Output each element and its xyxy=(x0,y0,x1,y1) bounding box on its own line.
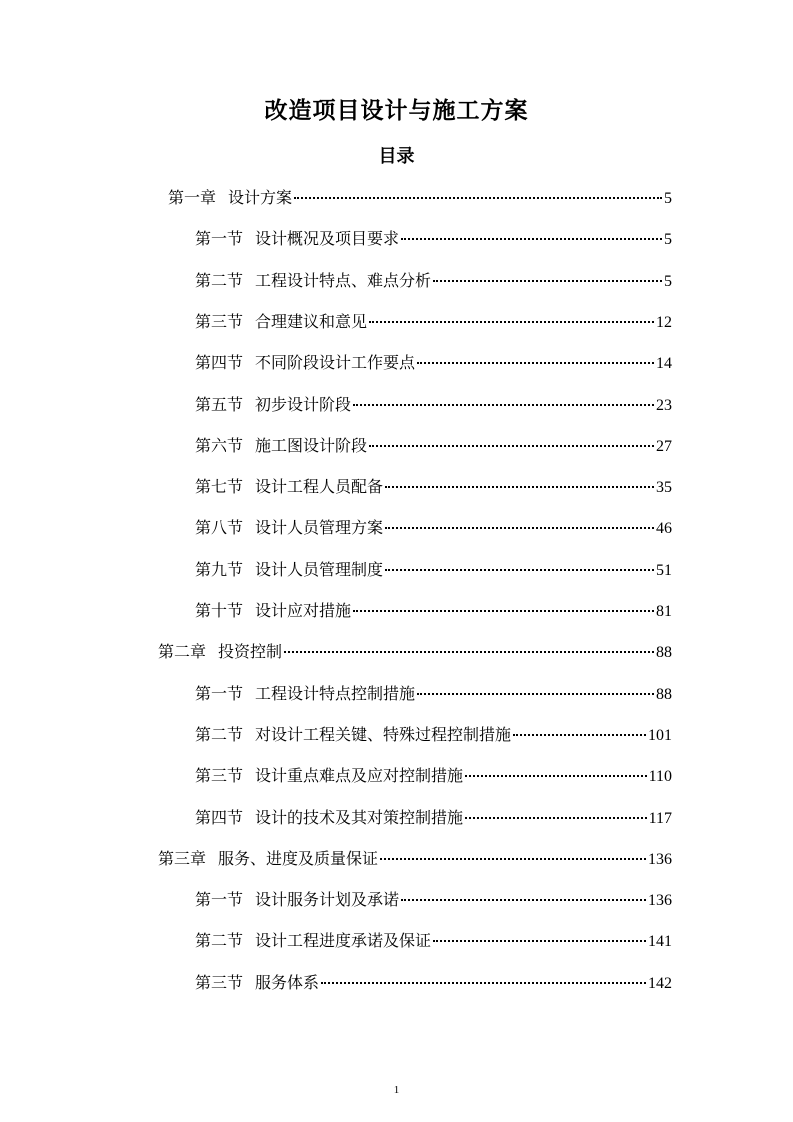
toc-entry-title: 投资控制 xyxy=(218,642,283,661)
toc-section-entry[interactable] xyxy=(195,557,672,583)
toc-entry-page: 81 xyxy=(656,603,672,620)
toc-entry-title: 不同阶段设计工作要点 xyxy=(255,353,416,372)
toc-entry-number: 第三章 xyxy=(158,849,207,868)
toc-entry-page: 5 xyxy=(664,190,672,207)
toc-entry-page: 142 xyxy=(648,975,672,992)
toc-entry-title: 对设计工程关键、特殊过程控制措施 xyxy=(255,725,512,744)
toc-heading: 目录 xyxy=(378,146,415,167)
toc-dot-leader xyxy=(369,444,654,447)
toc-dot-leader xyxy=(385,568,654,571)
toc-dot-leader xyxy=(353,609,654,612)
toc-entry-number: 第一节 xyxy=(195,229,244,248)
toc-entry-page: 46 xyxy=(656,520,672,537)
toc-entry-page: 110 xyxy=(648,768,672,785)
toc-entry-page: 14 xyxy=(656,355,672,372)
toc-entry-number: 第二节 xyxy=(195,931,244,950)
toc-entry-title: 设计的技术及其对策控制措施 xyxy=(255,808,464,827)
toc-dot-leader xyxy=(321,981,646,984)
toc-entry-number: 第二章 xyxy=(158,642,207,661)
toc-entry-title: 设计工程进度承诺及保证 xyxy=(255,931,432,950)
toc-entry-page: 51 xyxy=(656,562,672,579)
toc-entry-number: 第三节 xyxy=(195,312,244,331)
toc-section-entry[interactable] xyxy=(195,928,672,954)
toc-entry-page: 136 xyxy=(648,892,672,909)
toc-entry-number: 第八节 xyxy=(195,518,244,537)
toc-section-entry[interactable] xyxy=(195,515,672,541)
toc-entry-number: 第一章 xyxy=(168,188,217,207)
toc-dot-leader xyxy=(417,361,654,364)
toc-dot-leader xyxy=(385,526,654,529)
toc-chapter-entry[interactable] xyxy=(158,639,672,665)
toc-entry-number: 第二节 xyxy=(195,725,244,744)
toc-dot-leader xyxy=(465,816,647,819)
toc-entry-title: 设计人员管理制度 xyxy=(255,560,384,579)
toc-entry-title: 合理建议和意见 xyxy=(255,312,368,331)
toc-entry-page: 88 xyxy=(656,644,672,661)
toc-entry-number: 第四节 xyxy=(195,808,244,827)
toc-entry-number: 第一节 xyxy=(195,684,244,703)
toc-entry-number: 第五节 xyxy=(195,395,244,414)
toc-dot-leader xyxy=(401,898,646,901)
toc-dot-leader xyxy=(401,237,662,240)
toc-entry-title: 设计方案 xyxy=(228,188,293,207)
toc-entry-title: 设计概况及项目要求 xyxy=(255,229,400,248)
document-title: 改造项目设计与施工方案 xyxy=(264,98,529,124)
toc-section-entry[interactable] xyxy=(195,350,672,376)
toc-entry-number: 第三节 xyxy=(195,766,244,785)
toc-section-entry[interactable] xyxy=(195,970,672,996)
toc-section-entry[interactable] xyxy=(195,598,672,624)
toc-entry-title: 设计工程人员配备 xyxy=(255,477,384,496)
toc-entry-number: 第三节 xyxy=(195,973,244,992)
toc-entry-page: 35 xyxy=(656,479,672,496)
toc-dot-leader xyxy=(417,692,654,695)
toc-dot-leader xyxy=(465,774,647,777)
toc-entry-page: 5 xyxy=(664,231,672,248)
toc-entry-title: 设计应对措施 xyxy=(255,601,352,620)
toc-entry-number: 第七节 xyxy=(195,477,244,496)
toc-section-entry[interactable] xyxy=(195,763,672,789)
toc-entry-page: 23 xyxy=(656,397,672,414)
toc-section-entry[interactable] xyxy=(195,681,672,707)
toc-dot-leader xyxy=(284,650,654,653)
toc-entry-title: 施工图设计阶段 xyxy=(255,436,368,455)
toc-entry-page: 117 xyxy=(648,810,672,827)
toc-section-entry[interactable] xyxy=(195,392,672,418)
toc-dot-leader xyxy=(385,485,654,488)
toc-entry-page: 141 xyxy=(648,933,672,950)
toc-dot-leader xyxy=(353,403,654,406)
toc-entry-page: 88 xyxy=(656,686,672,703)
toc-section-entry[interactable] xyxy=(195,805,672,831)
toc-dot-leader xyxy=(369,320,654,323)
toc-section-entry[interactable] xyxy=(195,474,672,500)
toc-dot-leader xyxy=(380,857,646,860)
toc-entry-title: 服务、进度及质量保证 xyxy=(218,849,379,868)
toc-entry-title: 设计重点难点及应对控制措施 xyxy=(255,766,464,785)
toc-dot-leader xyxy=(433,279,662,282)
toc-section-entry[interactable] xyxy=(195,722,672,748)
toc-entry-number: 第六节 xyxy=(195,436,244,455)
toc-chapter-entry[interactable] xyxy=(158,846,672,872)
toc-entry-number: 第四节 xyxy=(195,353,244,372)
toc-section-entry[interactable] xyxy=(195,433,672,459)
toc-entry-page: 5 xyxy=(664,273,672,290)
toc-dot-leader xyxy=(294,196,662,199)
toc-entry-number: 第十节 xyxy=(195,601,244,620)
toc-chapter-entry[interactable] xyxy=(168,185,672,211)
toc-entry-title: 服务体系 xyxy=(255,973,320,992)
toc-dot-leader xyxy=(513,733,646,736)
toc-entry-title: 设计人员管理方案 xyxy=(255,518,384,537)
toc-entry-page: 136 xyxy=(648,851,672,868)
toc-entry-title: 设计服务计划及承诺 xyxy=(255,890,400,909)
toc-entry-title: 工程设计特点控制措施 xyxy=(255,684,416,703)
toc-section-entry[interactable] xyxy=(195,887,672,913)
toc-entry-number: 第二节 xyxy=(195,271,244,290)
toc-section-entry[interactable] xyxy=(195,309,672,335)
toc-entry-page: 101 xyxy=(648,727,672,744)
toc-entry-page: 12 xyxy=(656,314,672,331)
toc-entry-title: 初步设计阶段 xyxy=(255,395,352,414)
toc-entry-page: 27 xyxy=(656,438,672,455)
toc-entry-number: 第一节 xyxy=(195,890,244,909)
toc-section-entry[interactable] xyxy=(195,226,672,252)
toc-entry-title: 工程设计特点、难点分析 xyxy=(255,271,432,290)
toc-dot-leader xyxy=(433,939,646,942)
toc-entry-number: 第九节 xyxy=(195,560,244,579)
page-number: 1 xyxy=(393,1084,400,1096)
toc-section-entry[interactable] xyxy=(195,268,672,294)
